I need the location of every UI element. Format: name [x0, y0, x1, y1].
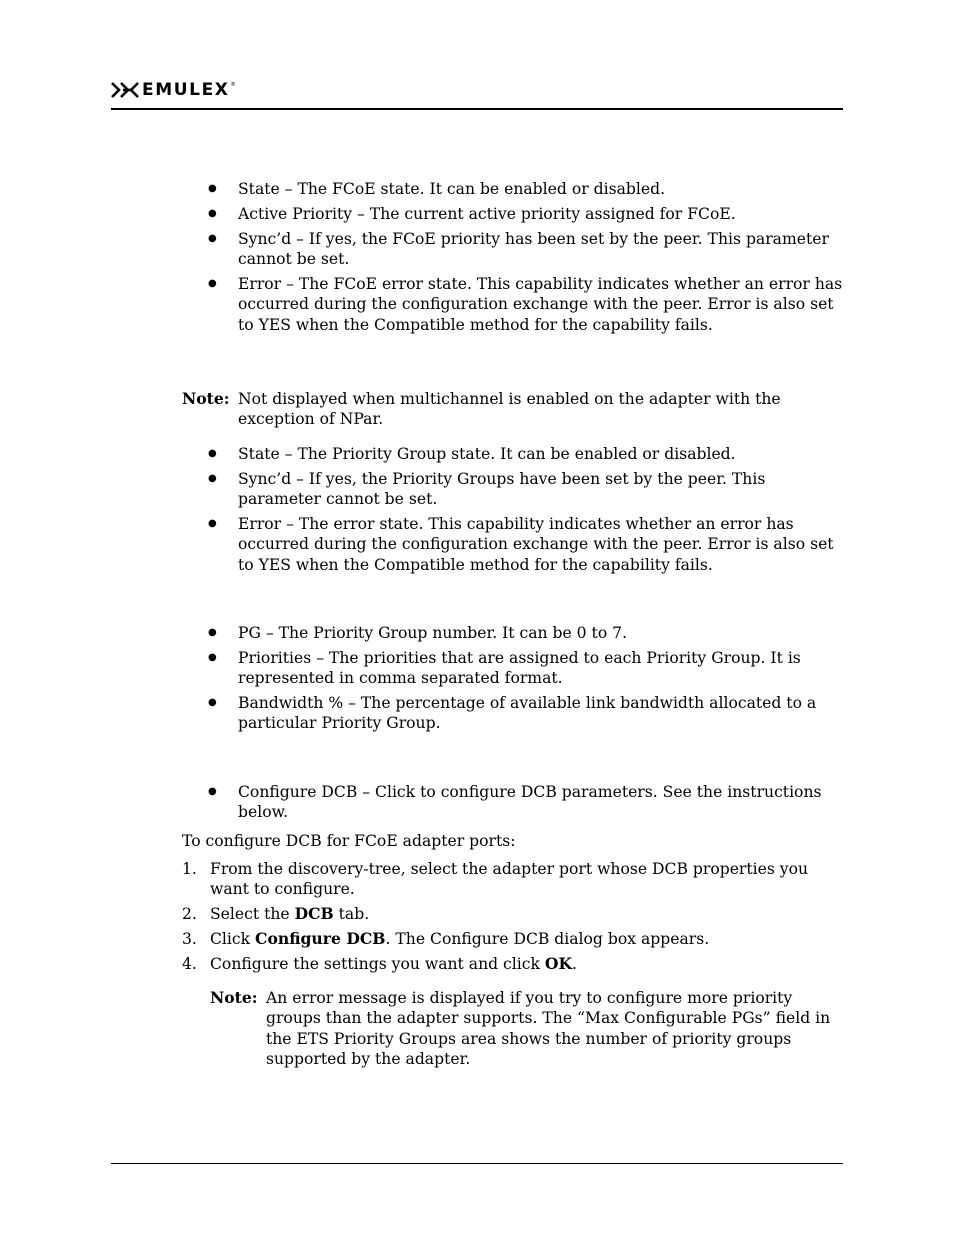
note-text: Not displayed when multichannel is enabled on the adapter with the exception of NPar. — [238, 390, 781, 429]
step-text-plain: Configure the settings you want and click — [210, 955, 545, 973]
step-text-plain: From the discovery-tree, select the adapter port whose DCB properties you want to configure. — [210, 860, 809, 899]
bullet-icon: ● — [208, 208, 217, 219]
list-item: Sync’d – If yes, the Priority Groups have been set by the peer. This parameter cannot be set. — [238, 470, 766, 509]
step-text-plain: . The Configure DCB dialog box appears. — [385, 930, 710, 948]
step-text-bold: Configure DCB — [255, 929, 386, 948]
bullet-icon: ● — [208, 448, 217, 459]
list-item: State – The FCoE state. It can be enabled or disabled. — [238, 180, 666, 198]
bullet-icon: ● — [208, 652, 217, 663]
step-text — [210, 954, 843, 974]
note-label: Note: — [210, 988, 258, 1007]
step-number: 4. — [182, 955, 197, 973]
procedure-intro: To configure DCB for FCoE adapter ports: — [182, 832, 516, 850]
note-text: An error message is displayed if you try to configure more priority groups than the adapter supports. The “Max Configurable PGs” field in the ETS Priority Groups area shows the number of priority groups supported by the adapter. — [266, 989, 831, 1069]
step-text-plain: tab. — [333, 905, 370, 923]
bullet-icon: ● — [208, 233, 217, 244]
note-label: Note: — [182, 389, 230, 408]
step-number: 2. — [182, 905, 197, 923]
emulex-logo — [111, 81, 236, 99]
step-text-plain: . — [572, 955, 578, 973]
step-text-plain: Click — [210, 930, 256, 948]
step-text — [210, 904, 843, 924]
list-item: Error – The FCoE error state. This capability indicates whether an error has occurred during the configuration exchange with the peer. Error is also set to YES when the Compatible method for the capability fails. — [238, 275, 843, 334]
step-text-bold: OK — [544, 954, 573, 973]
list-item: PG – The Priority Group number. It can be 0 to 7. — [238, 624, 628, 642]
footer-rule — [111, 1163, 843, 1164]
step-text-plain: Select the — [210, 905, 295, 923]
step-text — [210, 929, 843, 949]
bullet-icon: ● — [208, 697, 217, 708]
bullet-icon: ● — [208, 183, 217, 194]
list-item: Active Priority – The current active priority assigned for FCoE. — [238, 205, 736, 223]
bullet-icon: ● — [208, 518, 217, 529]
list-item: Bandwidth % – The percentage of available link bandwidth allocated to a particular Priority Group. — [238, 694, 817, 733]
bullet-icon: ● — [208, 278, 217, 289]
bullet-icon: ● — [208, 786, 217, 797]
step-text-bold: DCB — [294, 904, 334, 923]
brand-name: EMULEX — [142, 80, 230, 100]
list-item: Configure DCB – Click to configure DCB parameters. See the instructions below. — [238, 783, 822, 822]
bullet-icon: ● — [208, 473, 217, 484]
header-rule — [111, 108, 843, 110]
list-item: Priorities – The priorities that are assigned to each Priority Group. It is represented in comma separated format. — [238, 649, 801, 688]
list-item: State – The Priority Group state. It can be enabled or disabled. — [238, 445, 736, 463]
emulex-mark-icon — [111, 82, 139, 98]
bullet-icon: ● — [208, 627, 217, 638]
step-number: 1. — [182, 860, 197, 878]
step-number: 3. — [182, 930, 197, 948]
list-item: Error – The error state. This capability indicates whether an error has occurred during the configuration exchange with the peer. Error is also set to YES when the Compatible method for the capability fails. — [238, 515, 834, 574]
step-text — [210, 859, 843, 900]
list-item: Sync’d – If yes, the FCoE priority has been set by the peer. This parameter cannot be set. — [238, 230, 829, 269]
trademark-symbol: ® — [230, 82, 236, 88]
